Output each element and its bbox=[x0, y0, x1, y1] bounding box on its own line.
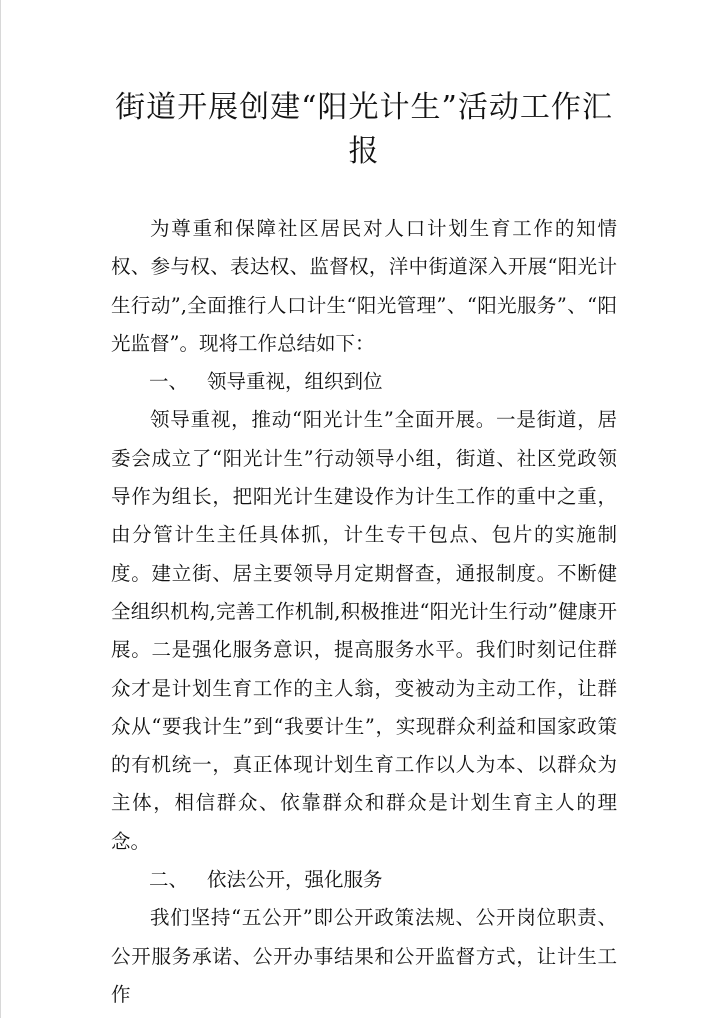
intro-paragraph: 为尊重和保障社区居民对人口计划生育工作的知情权、参与权、表达权、监督权，洋中街道深入开展“阳光计生行动”,全面推行人口计生“阳光管理”、“阳光服务”、“阳光监督”。现将工作总结如下： bbox=[111, 217, 617, 355]
section-1-number: 一、 bbox=[149, 370, 189, 394]
section-2-heading bbox=[111, 861, 617, 899]
section-1-title: 领导重视，组织到位 bbox=[207, 370, 383, 394]
document-body bbox=[111, 210, 617, 1014]
section-2-number: 二、 bbox=[149, 868, 189, 892]
section-1-heading bbox=[111, 363, 617, 401]
section-2-title: 依法公开，强化服务 bbox=[207, 868, 383, 892]
section-1-paragraph: 领导重视，推动“阳光计生”全面开展。一是街道，居委会成立了“阳光计生”行动领导小组，街道、社区党政领导作为组长，把阳光计生建设作为计生工作的重中之重，由分管计生主任具体抓，计生专干包点、包片的实施制度。建立街、居主要领导月定期督查，通报制度。不断健全组织机构,完善工作机制,积极推进“阳光计生行动”健康开展。二是强化服务意识，提高服务水平。我们时刻记住群众才是计划生育工作的主人翁，变被动为主动工作，让群众从“要我计生”到“我要计生”，实现群众利益和国家政策的有机统一，真正体现计划生育工作以人为本、以群众为主体，相信群众、依靠群众和群众是计划生育主人的理念。 bbox=[111, 408, 617, 853]
section-2-paragraph: 我们坚持“五公开”即公开政策法规、公开岗位职责、公开服务承诺、公开办事结果和公开监督方式，让计生工作 bbox=[111, 906, 617, 1006]
document-title: 街道开展创建“阳光计生”活动工作汇报 bbox=[115, 90, 613, 169]
